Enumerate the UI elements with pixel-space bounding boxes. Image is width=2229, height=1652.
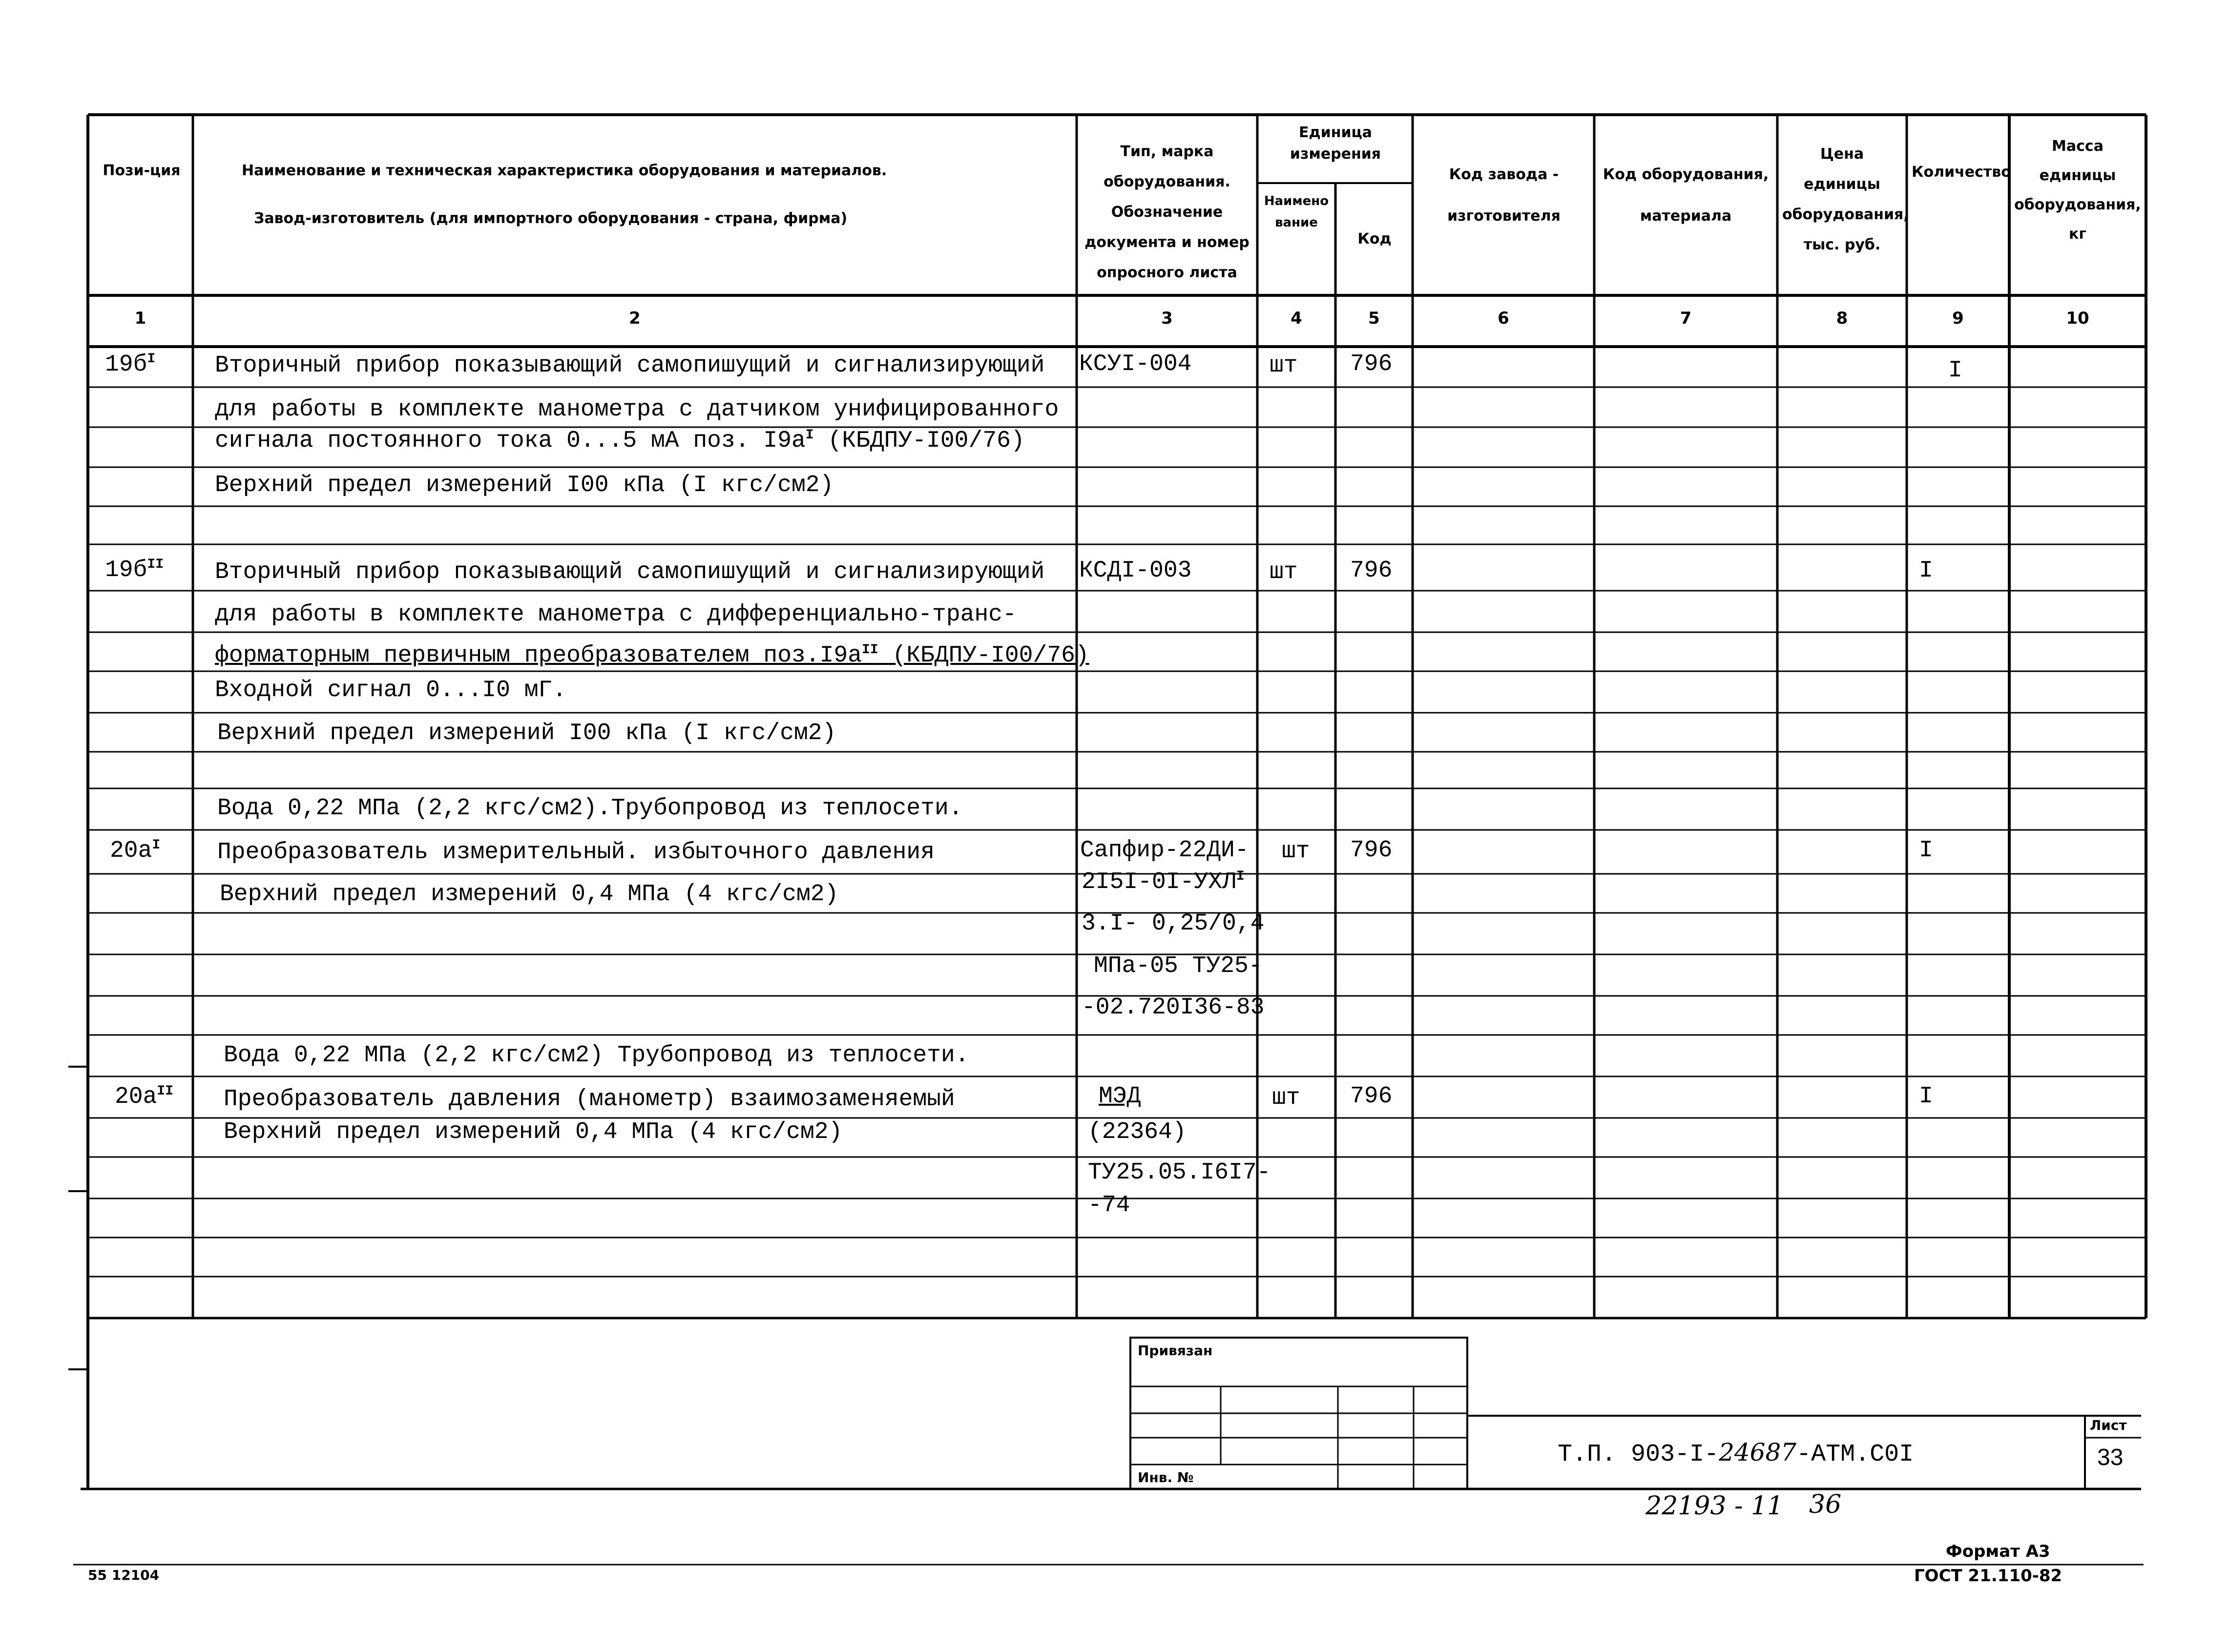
name-cell: для работы в комплекте манометра с дифференциально-транс- [215, 601, 1017, 628]
col-number-6: 6 [1498, 309, 1509, 328]
unit-cell: шт [1282, 838, 1310, 865]
position-cell [110, 839, 160, 863]
type-cell: -02.720I36-83 [1082, 994, 1265, 1021]
qty-cell: I [1919, 837, 1933, 864]
footer-left-code: 55 12104 [88, 1567, 160, 1583]
col-number-10: 10 [2066, 309, 2089, 328]
col-number-7: 7 [1680, 309, 1692, 328]
type-cell: КСУI-004 [1079, 351, 1192, 377]
doc-suffix: -АТМ.С0I [1796, 1441, 1914, 1468]
col-number-3: 3 [1161, 309, 1173, 328]
header-col9: Количество [1912, 164, 2011, 181]
name-sup: I [805, 428, 814, 443]
sheet-number: 33 [2097, 1445, 2124, 1470]
name-tail: (КБДПУ-I00/76) [878, 642, 1089, 669]
name-cell [215, 643, 1089, 667]
qty-cell: I [1919, 1083, 1933, 1110]
qty-cell: I [1948, 357, 1962, 384]
code-cell: 796 [1350, 1083, 1393, 1110]
unit-cell: шт [1272, 1085, 1300, 1111]
header-col5: Код [1357, 230, 1392, 248]
position-sup: II [157, 1084, 174, 1099]
col-number-1: 1 [134, 309, 146, 328]
name-cell: Вторичный прибор показывающий самопишущий и сигнализирующий [215, 352, 1045, 379]
name-text: сигнала постоянного тока 0...5 мА поз. I9а [215, 428, 806, 454]
type-sup: I [1236, 869, 1245, 884]
position-cell [115, 1085, 173, 1109]
header-col2-line2: Завод-изготовитель (для импортного оборудования - страна, фирма) [254, 210, 848, 227]
name-cell: Входной сигнал 0...I0 мГ. [215, 677, 567, 703]
code-cell: 796 [1350, 351, 1393, 377]
header-col2-line1: Наименование и техническая характеристика оборудования и материалов. [242, 162, 887, 179]
header-unit: Единица измерения [1290, 124, 1381, 163]
position-cell [105, 352, 155, 376]
document-designation [1558, 1440, 1914, 1467]
position-sup: I [147, 351, 156, 367]
name-cell: Вторичный прибор показывающий самопишущий и сигнализирующий [215, 559, 1045, 585]
footer-gost: ГОСТ 21.110-82 [1914, 1566, 2062, 1586]
position-cell [105, 558, 164, 582]
header-col8: Цена единицы оборудования, тыс. руб. [1782, 145, 1909, 253]
position-sup: I [152, 838, 161, 853]
type-cell: КСДI-003 [1079, 558, 1192, 584]
type-cell: МПа-05 ТУ25- [1094, 953, 1263, 979]
name-cell: Верхний предел измерений 0,4 МПа (4 кгс/см2) [224, 1119, 843, 1145]
type-cell: Сапфир-22ДИ- [1080, 837, 1249, 864]
name-cell [215, 429, 1025, 453]
qty-cell: I [1919, 558, 1933, 584]
footer-format: Формат А3 [1946, 1542, 2050, 1561]
type-cell: ТУ25.05.I6I7- [1088, 1159, 1271, 1186]
stamp-inventory-label: Инв. № [1138, 1469, 1194, 1486]
doc-handwritten: 24687 [1719, 1438, 1797, 1466]
header-col4: Наименование [1264, 194, 1329, 230]
name-text: форматорным первичным преобразователем поз.I9а [215, 642, 862, 669]
handwritten-number-right: 36 [1809, 1490, 1842, 1519]
header-col1 [95, 156, 188, 186]
col-number-4: 4 [1291, 309, 1302, 328]
name-tail: (КБДПУ-I00/76) [813, 428, 1025, 454]
name-cell: для работы в комплекте манометра с датчиком унифицированного [215, 396, 1059, 423]
col-number-2: 2 [629, 309, 641, 328]
stamp-linked-label: Привязан [1138, 1342, 1213, 1359]
header-col3: Тип, марка оборудования. Обозначение документа и номер опросного листа [1084, 143, 1250, 281]
header-col7: Код оборудования, материала [1603, 166, 1769, 225]
type-text: 2I5I-0I-УХЛ [1082, 869, 1236, 895]
position-text: 19б [105, 557, 147, 583]
doc-prefix: Т.П. 903-I- [1558, 1441, 1719, 1468]
position-sup: II [147, 557, 164, 572]
name-cell: Вода 0,22 МПа (2,2 кгс/см2).Трубопровод из теплосети. [217, 795, 963, 822]
code-cell: 796 [1350, 558, 1393, 584]
header-col6: Код завода - изготовителя [1447, 166, 1561, 225]
unit-cell: шт [1270, 559, 1298, 585]
position-text: 19б [105, 351, 147, 378]
name-cell: Преобразователь измерительный. избыточного давления [217, 839, 935, 866]
header-col10: Масса единицы оборудования, кг [2014, 138, 2141, 243]
col-number-9: 9 [1952, 309, 1964, 328]
name-sup: II [862, 642, 878, 658]
position-text: 20а [110, 838, 152, 864]
type-cell: (22364) [1088, 1119, 1187, 1145]
sheet-label: Лист [2090, 1417, 2127, 1433]
code-cell: 796 [1350, 837, 1393, 864]
name-cell: Верхний предел измерений 0,4 МПа (4 кгс/см2) [220, 881, 839, 908]
header-col1-text: Пози-ция [103, 162, 181, 179]
col-number-8: 8 [1836, 309, 1848, 328]
position-text: 20а [115, 1084, 157, 1110]
col-number-5: 5 [1368, 309, 1380, 328]
name-cell: Вода 0,22 МПа (2,2 кгс/см2) Трубопровод из теплосети. [224, 1042, 969, 1069]
handwritten-number-left: 22193 - 11 [1646, 1491, 1784, 1521]
type-cell [1082, 870, 1245, 894]
type-cell: МЭД [1099, 1083, 1141, 1110]
name-cell: Верхний предел измерений I00 кПа (I кгс/см2) [215, 472, 834, 498]
name-cell: Преобразователь давления (манометр) взаимозаменяемый [224, 1086, 955, 1113]
type-cell: 3.I- 0,25/0,4 [1082, 910, 1265, 937]
unit-cell: шт [1270, 352, 1298, 379]
name-cell: Верхний предел измерений I00 кПа (I кгс/см2) [217, 720, 836, 746]
type-cell: -74 [1088, 1192, 1130, 1218]
